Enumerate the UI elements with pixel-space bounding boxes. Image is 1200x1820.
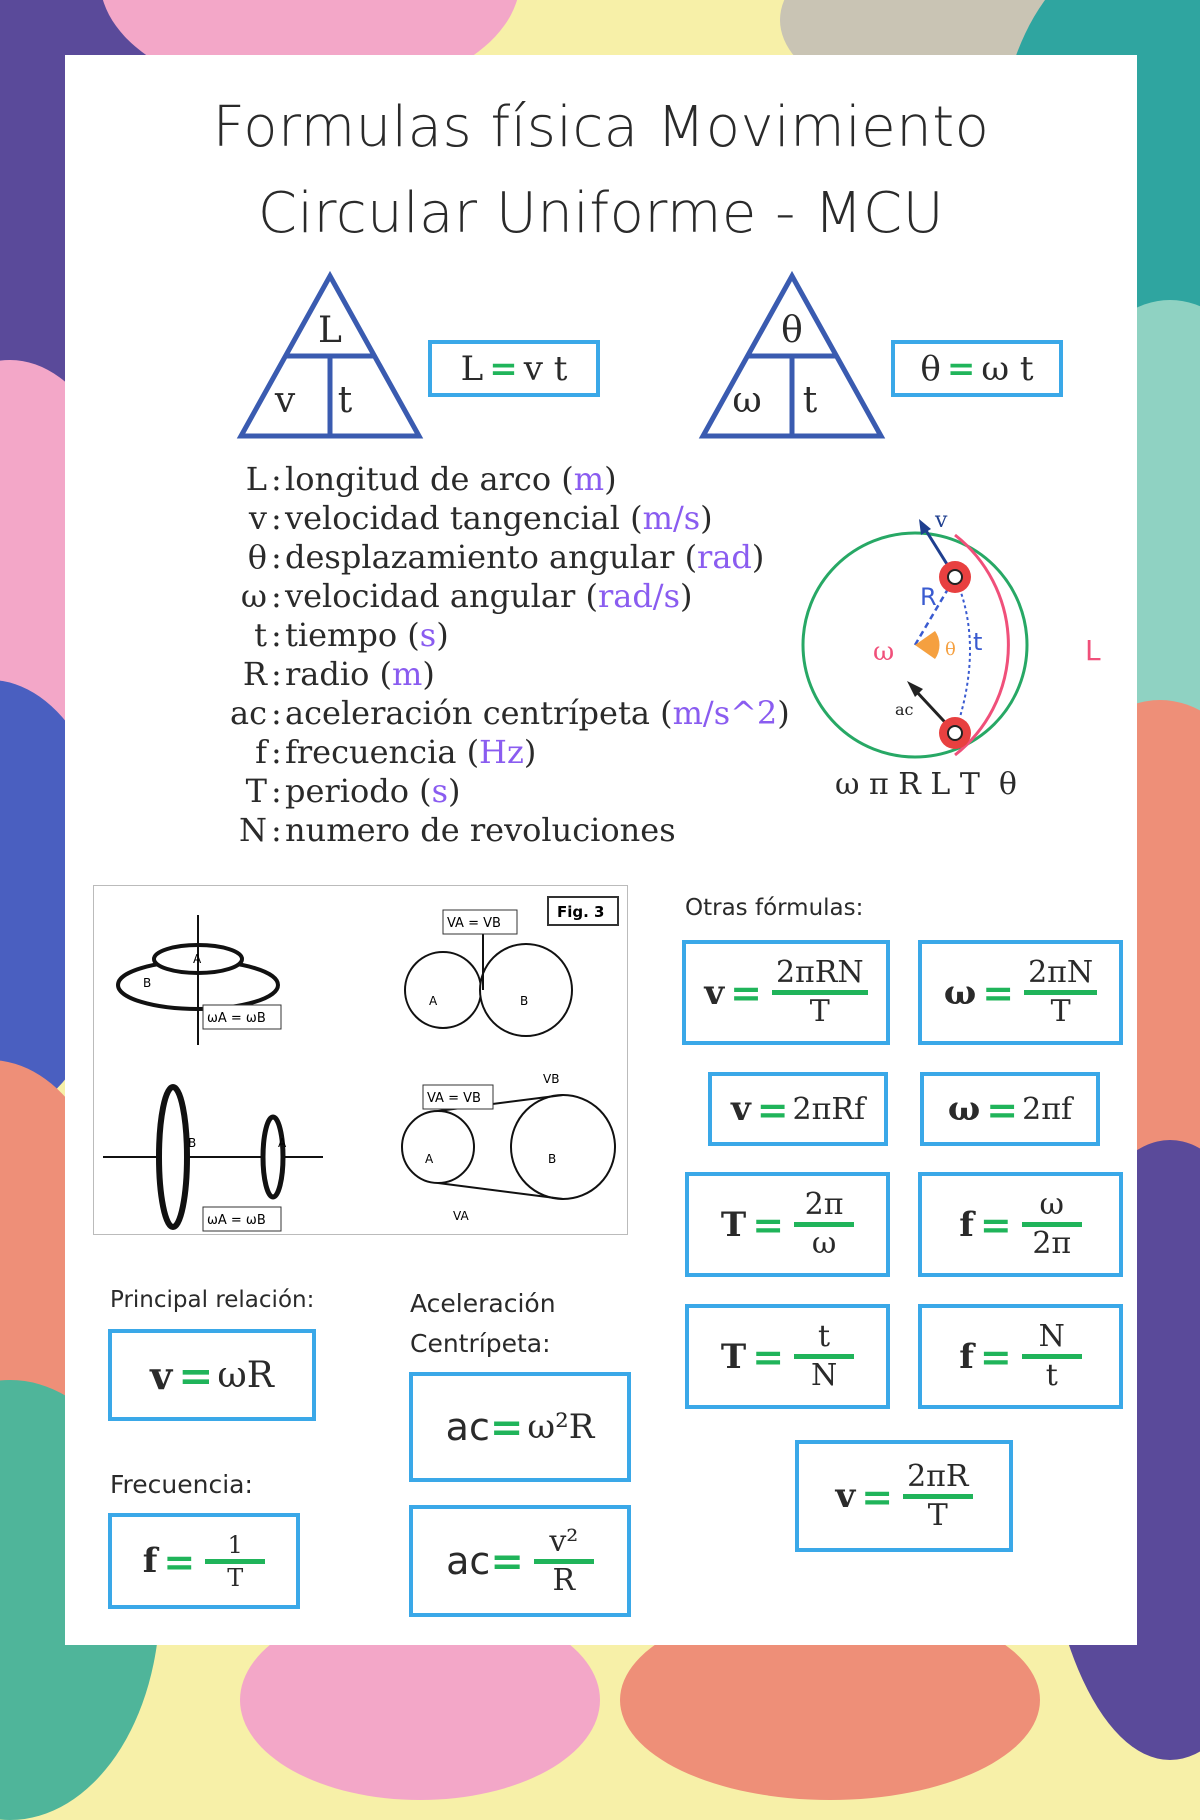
formula-lhs: T <box>720 1336 747 1377</box>
legend-symbol: θ <box>247 538 267 576</box>
legend-symbol: v <box>248 499 267 537</box>
formula-f-omega <box>918 1172 1123 1277</box>
equals-sign: = <box>979 1334 1012 1379</box>
formula-rhs: ω t <box>981 348 1034 389</box>
formula-rhs: ω²R <box>527 1407 595 1447</box>
centripetal-label-line-1: Aceleración <box>410 1289 556 1318</box>
legend-close: ) <box>700 499 713 537</box>
fraction <box>794 1188 854 1261</box>
legend-separator: : <box>271 460 282 498</box>
centripetal-formula-omega <box>409 1372 631 1482</box>
shaft-label-B: B <box>188 1136 197 1150</box>
triangle-left-v: v <box>274 380 296 421</box>
legend-row <box>165 655 865 694</box>
legend-unit: m/s^2 <box>672 694 778 732</box>
formula-lhs: v <box>704 972 725 1013</box>
numerator: N <box>1038 1319 1065 1354</box>
triangle-top-theta: θ <box>781 310 803 351</box>
denominator: T <box>809 994 830 1029</box>
formula-v-period <box>682 940 890 1045</box>
diagram-label-omega: ω <box>873 637 895 667</box>
arc-length-formula <box>428 340 600 397</box>
equals-sign: = <box>489 348 518 389</box>
fraction <box>534 1525 594 1598</box>
legend-unit: m <box>392 655 423 693</box>
legend-description: longitud de arco ( <box>285 460 574 498</box>
legend-row <box>165 577 865 616</box>
legend-unit: s <box>431 772 449 810</box>
numerator: 2πR <box>907 1458 969 1494</box>
denominator: 2π <box>1032 1226 1072 1261</box>
equals-sign: = <box>490 1537 524 1585</box>
title-line-2: Circular Uniforme - MCU <box>257 181 945 246</box>
formula-f-N <box>918 1304 1123 1409</box>
legend-unit: m/s <box>642 499 701 537</box>
equals-sign: = <box>163 1538 196 1584</box>
legend-row <box>165 694 865 733</box>
diagram-label-v: v <box>935 508 948 533</box>
legend-close: ) <box>448 772 461 810</box>
belt-equation: VA = VB <box>427 1091 481 1106</box>
legend-symbol: R <box>242 655 267 693</box>
equals-sign: = <box>979 1202 1012 1247</box>
main-relation-label: Principal relación: <box>110 1287 315 1313</box>
numerator: ω <box>1039 1187 1064 1222</box>
legend-symbol: ω <box>240 577 267 615</box>
triangle-right-t: t <box>337 380 353 421</box>
denominator: ω <box>811 1226 837 1261</box>
circular-motion-diagram <box>795 505 1125 765</box>
legend-unit: rad <box>697 538 752 576</box>
formula-v-freq <box>708 1072 888 1146</box>
other-formulas-label: Otras fórmulas: <box>685 895 864 921</box>
formula-rhs: ωR <box>217 1354 274 1396</box>
legend-description: desplazamiento angular ( <box>285 538 698 576</box>
disc-label-A: A <box>193 952 202 966</box>
legend-close: ) <box>751 538 765 576</box>
equals-sign: = <box>946 348 976 389</box>
shaft-equation: ωA = ωB <box>207 1213 266 1228</box>
legend-symbol: N <box>239 811 267 849</box>
legend-row <box>165 616 865 655</box>
legend-symbol: f <box>255 733 267 771</box>
legend-close: ) <box>777 694 790 732</box>
equals-sign: = <box>489 1403 524 1451</box>
equals-sign: = <box>861 1473 894 1519</box>
denominator: R <box>552 1562 576 1598</box>
diagram-label-t: t <box>973 628 983 656</box>
main-relation-formula <box>108 1329 316 1421</box>
formula-rhs: 2πf <box>1022 1091 1073 1127</box>
legend-symbol: ac <box>230 694 267 732</box>
centripetal-label-line-2: Centrípeta: <box>410 1329 551 1358</box>
formula-rhs: v t <box>523 348 568 389</box>
fraction <box>903 1460 972 1533</box>
formula-w-period <box>918 940 1123 1045</box>
pulley-label-A: A <box>425 1152 434 1166</box>
formula-T-omega <box>685 1172 890 1277</box>
diagram-label-L: L <box>1085 634 1101 667</box>
numerator: t <box>818 1319 831 1354</box>
legend-separator: : <box>271 616 282 654</box>
formula-lhs: θ <box>920 348 941 389</box>
equals-sign: = <box>752 1334 785 1379</box>
fraction <box>794 1320 854 1393</box>
legend-row <box>165 772 865 811</box>
legend-separator: : <box>271 694 282 732</box>
legend-separator: : <box>271 499 282 537</box>
fraction <box>772 956 868 1029</box>
triangle-right-t: t <box>802 380 818 421</box>
fig-label: Fig. 3 <box>557 903 605 921</box>
wheel-label-A: A <box>429 994 438 1008</box>
equals-sign: = <box>982 970 1015 1015</box>
numerator: 2πN <box>1028 955 1094 990</box>
legend-close: ) <box>604 460 617 498</box>
formula-lhs: ω <box>947 1089 981 1129</box>
diagram-label-theta: θ <box>945 639 956 660</box>
legend-unit: m <box>573 460 605 498</box>
formula-w-freq <box>920 1072 1100 1146</box>
legend-description: periodo ( <box>285 772 432 810</box>
legend-separator: : <box>271 538 282 576</box>
coaxial-equation: ωA = ωB <box>207 1011 266 1026</box>
formula-lhs: f <box>959 1204 974 1245</box>
numerator: 1 <box>227 1530 243 1559</box>
symbols-row: ω π R L T θ <box>835 767 1017 802</box>
legend-row <box>165 460 865 499</box>
belt-label-VA: VA <box>453 1209 469 1223</box>
equals-sign: = <box>752 1202 785 1247</box>
equals-sign: = <box>178 1350 214 1400</box>
legend-symbol: L <box>245 460 267 498</box>
fraction <box>1024 956 1097 1029</box>
page-title <box>65 85 1137 257</box>
frequency-label: Frecuencia: <box>110 1470 253 1499</box>
legend-symbol: T <box>245 772 267 810</box>
formula-rhs: 2πRf <box>792 1091 866 1127</box>
numerator: 2πRN <box>775 955 864 990</box>
formula-lhs: v <box>150 1352 173 1398</box>
numerator: 2π <box>804 1187 844 1222</box>
mechanisms-figure <box>93 885 628 1235</box>
legend-row <box>165 811 865 850</box>
legend-description: velocidad angular ( <box>285 577 598 615</box>
equals-sign: = <box>756 1086 789 1132</box>
equals-sign: = <box>986 1086 1019 1132</box>
legend-close: ) <box>680 577 693 615</box>
formula-T-N <box>685 1304 890 1409</box>
triangle-top-L: L <box>318 310 342 351</box>
denominator: t <box>1045 1358 1058 1393</box>
legend-description: velocidad tangencial ( <box>285 499 643 537</box>
legend-symbol: t <box>254 616 267 654</box>
formula-lhs: f <box>959 1336 974 1377</box>
legend-description: radio ( <box>285 655 393 693</box>
formula-lhs: ac <box>445 1405 490 1449</box>
fraction <box>205 1531 265 1592</box>
title-line-1: Formulas física Movimiento <box>212 95 990 160</box>
formula-sheet <box>65 55 1137 1645</box>
denominator: N <box>810 1358 838 1393</box>
shaft-label-A: A <box>278 1136 287 1150</box>
legend-row <box>165 499 865 538</box>
formula-lhs: v <box>730 1089 751 1129</box>
diagram-label-R: R <box>920 583 937 611</box>
numerator: v² <box>549 1523 579 1559</box>
legend-unit: rad/s <box>597 577 680 615</box>
pulley-label-B: B <box>548 1152 557 1166</box>
fraction <box>1022 1320 1082 1393</box>
diagram-label-ac: ac <box>895 700 914 719</box>
legend-separator: : <box>271 577 282 615</box>
denominator: T <box>1050 994 1071 1029</box>
wheel-label-B: B <box>520 994 529 1008</box>
legend-separator: : <box>271 811 282 849</box>
belt-label-VB: VB <box>543 1072 560 1086</box>
formula-lhs: ω <box>943 972 977 1013</box>
legend-close: ) <box>523 733 537 771</box>
denominator: T <box>927 1497 948 1533</box>
legend-description: aceleración centrípeta ( <box>285 694 673 732</box>
legend-row <box>165 733 865 772</box>
contact-equation: VA = VB <box>447 916 501 931</box>
legend-row <box>165 538 865 577</box>
legend-description: numero de revoluciones <box>285 811 676 849</box>
triangle-left-omega: ω <box>732 380 762 421</box>
disc-label-B: B <box>143 976 152 990</box>
legend-description: frecuencia ( <box>285 733 480 771</box>
angular-formula <box>891 340 1063 397</box>
equals-sign: = <box>730 970 762 1015</box>
legend-separator: : <box>271 655 282 693</box>
legend-separator: : <box>271 733 282 771</box>
formula-lhs: L <box>460 348 484 389</box>
formula-lhs: v <box>835 1476 856 1516</box>
denominator: T <box>227 1563 244 1592</box>
legend-unit: Hz <box>479 733 524 771</box>
legend-description: tiempo ( <box>285 616 420 654</box>
formula-lhs: T <box>720 1204 747 1245</box>
centripetal-formula-velocity <box>409 1505 631 1617</box>
formula-lhs: ac <box>446 1539 491 1583</box>
legend-unit: s <box>419 616 437 654</box>
legend-separator: : <box>271 772 282 810</box>
legend-close: ) <box>436 616 449 654</box>
frequency-formula <box>108 1513 300 1609</box>
formula-lhs: f <box>142 1541 158 1581</box>
variable-legend <box>165 460 865 850</box>
legend-close: ) <box>422 655 435 693</box>
formula-v-R <box>795 1440 1013 1552</box>
fraction <box>1022 1188 1082 1261</box>
